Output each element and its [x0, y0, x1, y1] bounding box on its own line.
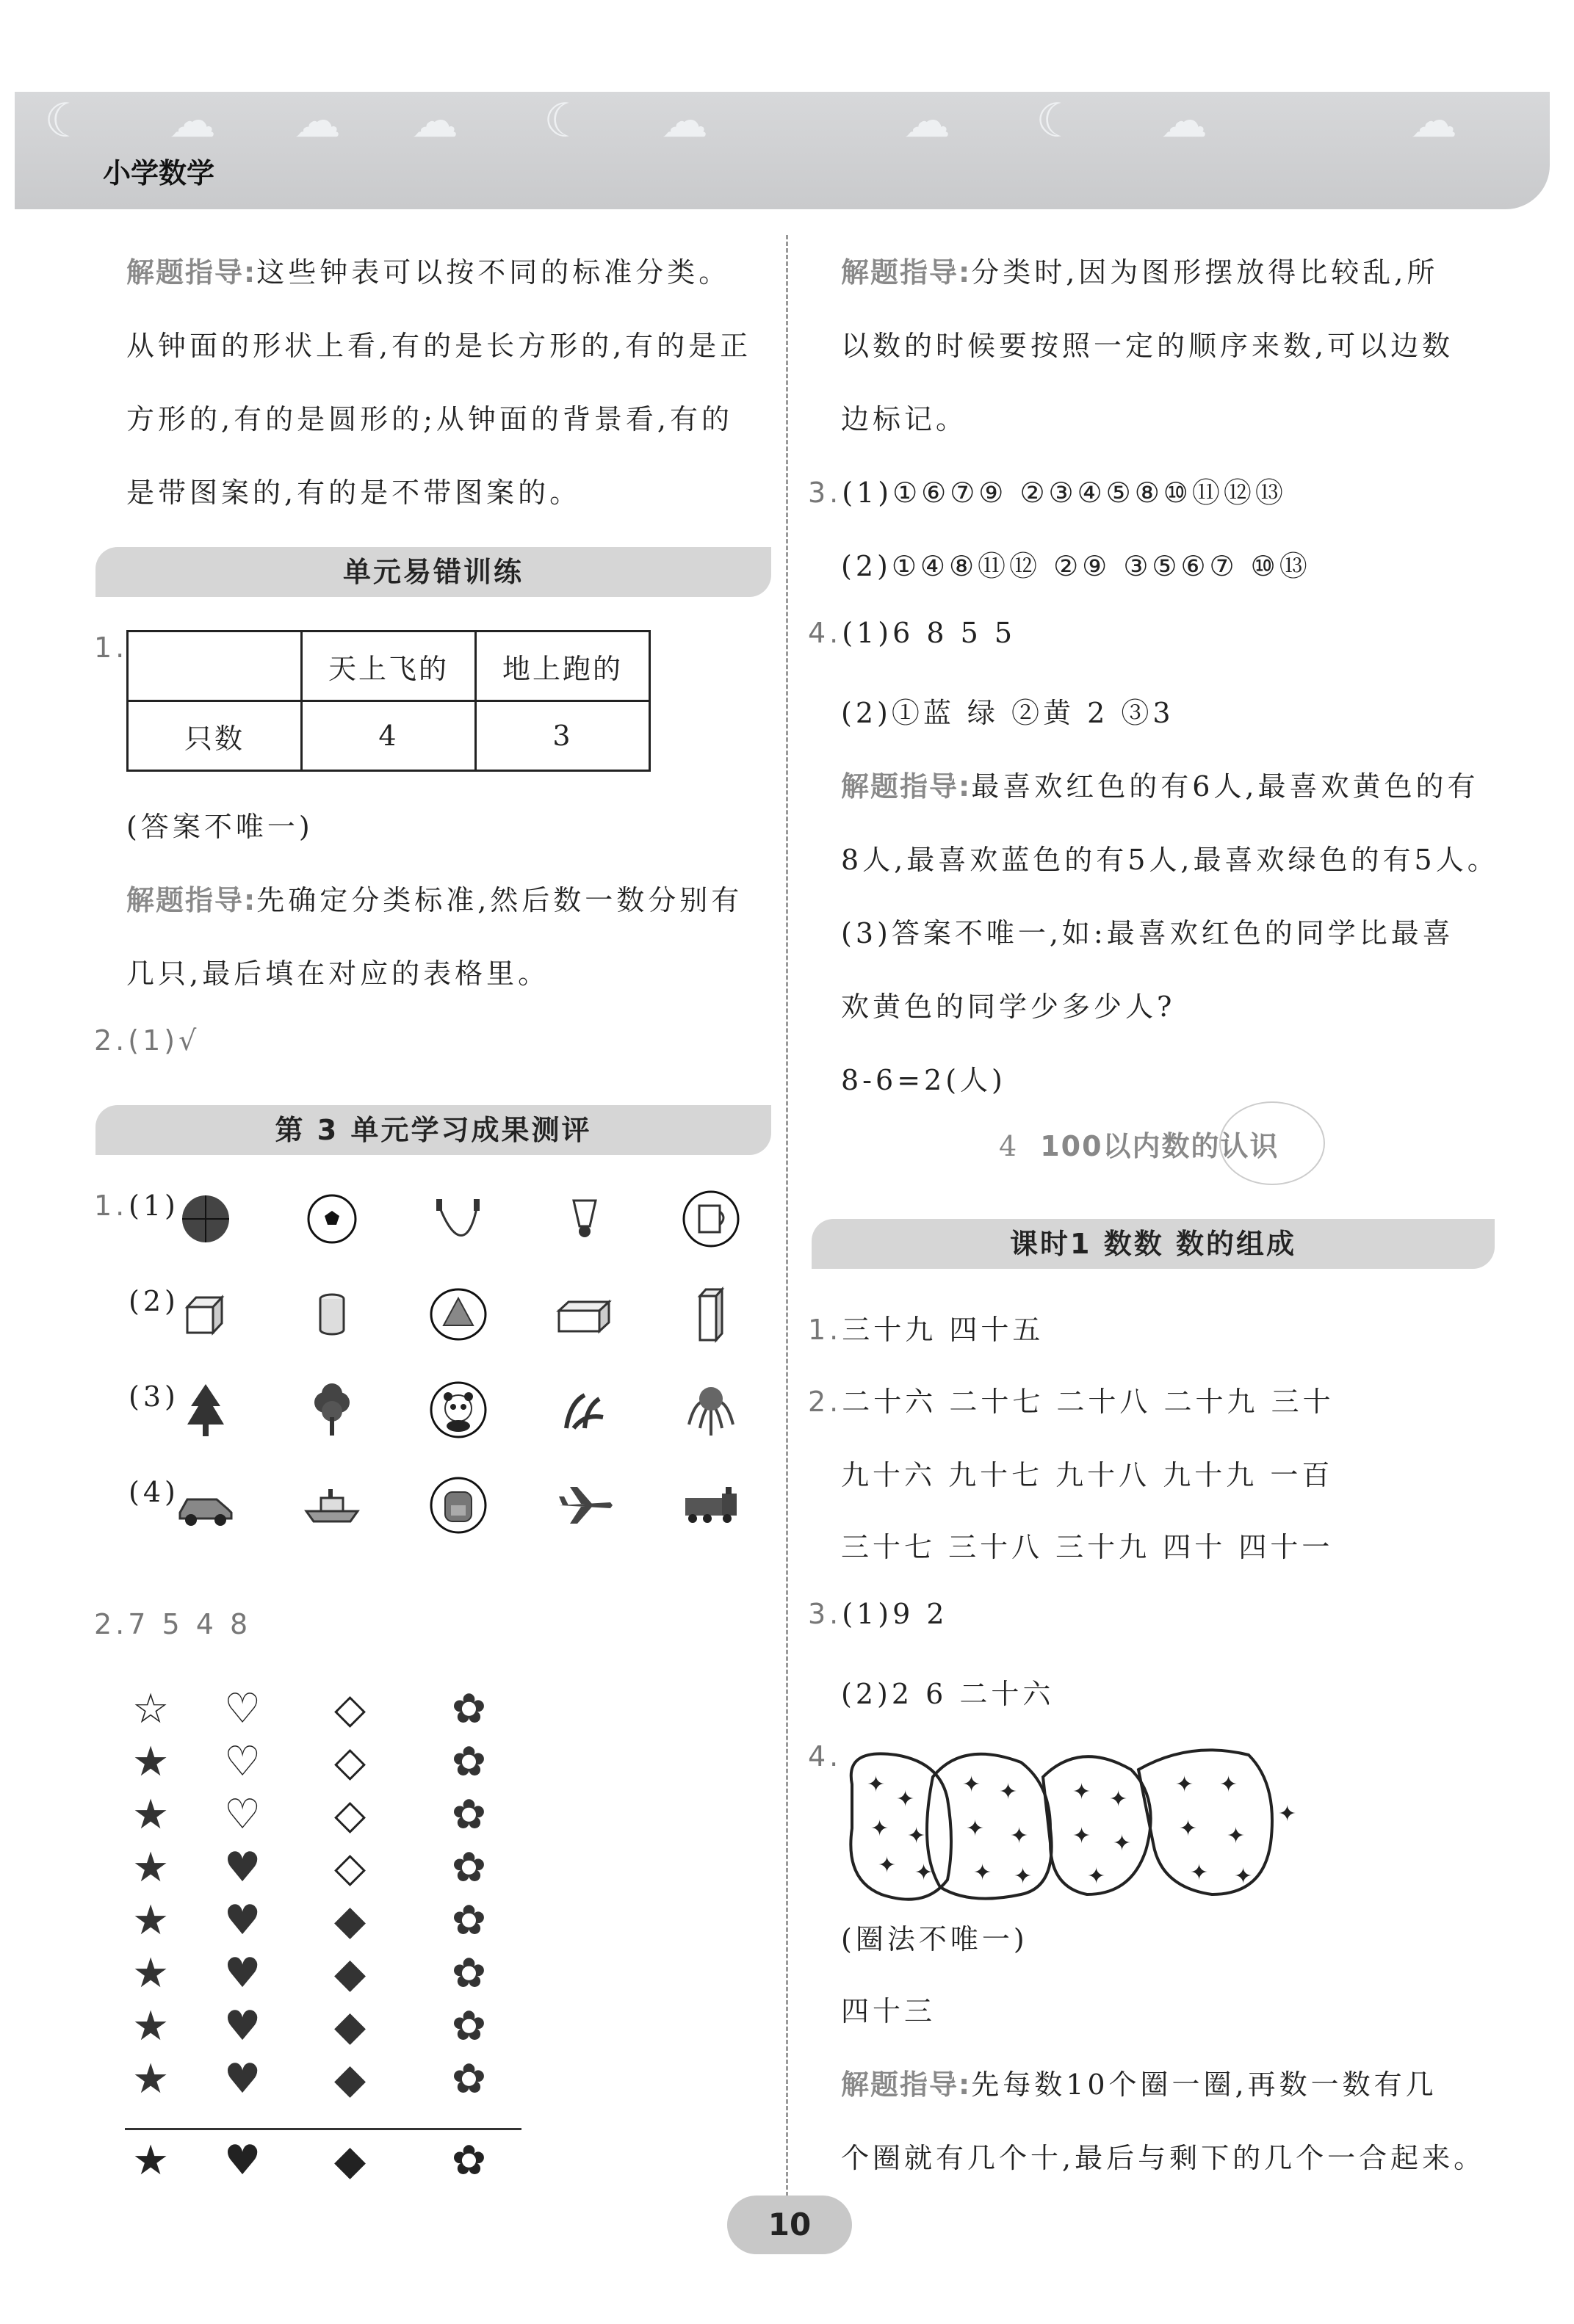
q3-line-1: 3.(1)①⑥⑦⑨ ②③④⑤⑧⑩⑪⑫⑬	[808, 477, 1287, 509]
q1-hint-line-2: 几只,最后填在对应的表格里。	[126, 958, 550, 990]
table-cell: 3	[476, 701, 650, 771]
svg-text:✦: ✦	[1014, 1864, 1033, 1889]
left-intro-line-3: 方形的,有的是圆形的;从钟面的背景看,有的	[126, 403, 733, 435]
diamond-outline-icon: ◇	[334, 1738, 367, 1786]
a2-line-1: 2.二十六 二十七 二十八 二十九 三十	[808, 1386, 1335, 1418]
cloud-icon: ☁	[294, 94, 341, 148]
cloud-icon: ☁	[661, 94, 708, 148]
flower-bottom-icon: ✿	[452, 2137, 486, 2184]
svg-text:✦: ✦	[1234, 1864, 1253, 1889]
q4-line-1: 4.(1)6 8 5 5	[808, 617, 1017, 649]
cylinder-icon	[303, 1285, 361, 1344]
q1-hint-line-1: 解题指导:先确定分类标准,然后数一数分别有	[126, 884, 743, 916]
svg-text:✦: ✦	[1179, 1816, 1198, 1842]
cube-icon	[176, 1285, 235, 1344]
star-filled-icon: ★	[132, 1950, 170, 1997]
diamond-bottom-icon: ◆	[334, 2137, 367, 2184]
svg-text:✦: ✦	[914, 1860, 934, 1886]
cuboid-icon	[555, 1285, 614, 1344]
heart-filled-icon: ♥	[224, 2055, 261, 2103]
header-title: 小学数学	[103, 157, 215, 189]
star-filled-icon: ★	[132, 1897, 170, 1944]
grass-icon	[555, 1380, 614, 1439]
heart-outline-icon: ♡	[224, 1738, 261, 1786]
svg-text:✦: ✦	[896, 1787, 915, 1812]
a3-line-2: (2)2 6 二十六	[841, 1678, 1055, 1710]
a4-number: 4.	[808, 1740, 842, 1773]
left-intro-line-1: 解题指导:这些钟表可以按不同的标准分类。	[126, 256, 731, 289]
q4-line-5: 8-6=2(人)	[841, 1064, 1006, 1096]
svg-text:✦: ✦	[1072, 1779, 1091, 1805]
moon-icon: ☾	[1036, 94, 1078, 148]
moon-icon: ☾	[44, 94, 87, 148]
row-label: (3)	[129, 1380, 179, 1413]
q1-number: 1.	[94, 631, 129, 664]
banner-unit-test: 第 3 单元学习成果测评	[95, 1105, 771, 1155]
answer-table	[126, 630, 651, 772]
cloud-rain-icon: ☁	[903, 94, 950, 148]
left-intro-line-4: 是带图案的,有的是不带图案的。	[126, 477, 582, 509]
flower-filled-icon: ✿	[452, 1897, 486, 1944]
heart-filled-icon: ♥	[224, 1844, 261, 1892]
row-label: (2)	[129, 1285, 179, 1317]
test-q1-number: 1.	[94, 1190, 129, 1222]
svg-text:✦: ✦	[1113, 1831, 1132, 1856]
cup-icon	[682, 1190, 740, 1248]
svg-text:✦: ✦	[867, 1772, 886, 1798]
tall-cuboid-icon	[682, 1285, 740, 1344]
train-icon	[682, 1476, 740, 1535]
flower-filled-icon: ✿	[452, 2055, 486, 2103]
star-filled-icon: ★	[132, 2055, 170, 2103]
star-filled-icon: ★	[132, 1738, 170, 1786]
page-number: 10	[727, 2196, 852, 2254]
svg-text:✦: ✦	[1010, 1823, 1029, 1849]
q2-answer: 2.(1)√	[94, 1024, 201, 1057]
q4-line-2: (2)①蓝 绿 ②黄 2 ③3	[841, 697, 1174, 729]
a4-note: (圈法不唯一)	[841, 1923, 1028, 1955]
q4-line-3: (3)答案不唯一,如:最喜欢红色的同学比最喜	[841, 917, 1454, 949]
chart-separator-line	[125, 2128, 521, 2130]
icon-row-3	[176, 1380, 808, 1439]
diamond-outline-icon: ◇	[334, 1791, 367, 1839]
shuttlecock-icon	[555, 1190, 614, 1248]
test-q2-answer: 2.7 5 4 8	[94, 1608, 252, 1640]
right-intro-line-1: 解题指导:分类时,因为图形摆放得比较乱,所	[841, 256, 1439, 289]
a4-hint-line-2: 个圈就有几个十,最后与剩下的几个一合起来。	[841, 2142, 1486, 2174]
svg-text:✦: ✦	[1072, 1823, 1091, 1849]
cloud-rain-icon: ☁	[1410, 94, 1457, 148]
svg-text:✦: ✦	[1109, 1787, 1128, 1812]
svg-text:✦: ✦	[1278, 1801, 1297, 1827]
table-header: 天上飞的	[302, 631, 476, 701]
q4-line-4: 欢黄色的同学少多少人?	[841, 991, 1176, 1023]
a2-line-2: 九十六 九十七 九十八 九十九 一百	[841, 1459, 1334, 1491]
backpack-icon	[429, 1476, 488, 1535]
basketball-icon	[176, 1190, 235, 1248]
row-label: (4)	[129, 1476, 179, 1508]
star-outline-icon: ☆	[132, 1685, 170, 1733]
star-filled-icon: ★	[132, 2002, 170, 2050]
a3-line-1: 3.(1)9 2	[808, 1598, 948, 1630]
chapter-title: 4 100以内数的认识	[999, 1130, 1279, 1162]
right-intro-line-3: 边标记。	[841, 403, 968, 435]
soccer-ball-icon	[303, 1190, 361, 1248]
heart-filled-icon: ♥	[224, 1897, 261, 1944]
icon-row-4	[176, 1476, 808, 1535]
diamond-filled-icon: ◆	[334, 2055, 367, 2103]
willow-icon	[682, 1380, 740, 1439]
flower-icon	[303, 1380, 361, 1439]
pushpin-groups-illustration	[837, 1740, 1351, 1909]
table-header	[128, 631, 302, 701]
q1-note: (答案不唯一)	[126, 811, 314, 843]
left-intro-line-2: 从钟面的形状上看,有的是长方形的,有的是正	[126, 330, 752, 362]
cloud-icon: ☁	[169, 94, 216, 148]
right-intro-line-2: 以数的时候要按照一定的顺序来数,可以边数	[841, 330, 1454, 362]
flower-filled-icon: ✿	[452, 1844, 486, 1892]
diamond-filled-icon: ◆	[334, 1950, 367, 1997]
svg-text:✦: ✦	[907, 1823, 926, 1849]
table-cell: 4	[302, 701, 476, 771]
a1-line: 1.三十九 四十五	[808, 1314, 1044, 1346]
cloud-rain-icon: ☁	[411, 94, 458, 148]
star-bottom-icon: ★	[132, 2137, 170, 2184]
heart-filled-icon: ♥	[224, 1950, 261, 1997]
jump-rope-icon	[429, 1190, 488, 1248]
flower-filled-icon: ✿	[452, 1791, 486, 1839]
airplane-icon	[555, 1476, 614, 1535]
heart-outline-icon: ♡	[224, 1685, 261, 1733]
diamond-filled-icon: ◆	[334, 2002, 367, 2050]
star-filled-icon: ★	[132, 1844, 170, 1892]
heart-bottom-icon: ♥	[224, 2137, 261, 2184]
table-header: 地上跑的	[476, 631, 650, 701]
svg-text:✦: ✦	[966, 1816, 985, 1842]
car-icon	[176, 1476, 235, 1535]
flower-filled-icon: ✿	[452, 1738, 486, 1786]
heart-outline-icon: ♡	[224, 1791, 261, 1839]
q4-hint-line-2: 8人,最喜欢蓝色的有5人,最喜欢绿色的有5人。	[841, 844, 1499, 876]
q4-hint-line-1: 解题指导:最喜欢红色的有6人,最喜欢黄色的有	[841, 770, 1479, 803]
svg-text:✦: ✦	[1087, 1864, 1106, 1889]
tree-icon	[176, 1380, 235, 1439]
a2-line-3: 三十七 三十八 三十九 四十 四十一	[841, 1531, 1334, 1563]
diamond-outline-icon: ◇	[334, 1685, 367, 1733]
icon-row-2	[176, 1285, 808, 1344]
svg-text:✦: ✦	[1175, 1772, 1194, 1798]
panda-icon	[429, 1380, 488, 1439]
banner-unit-errors: 单元易错训练	[95, 547, 771, 597]
triangle-icon	[429, 1285, 488, 1344]
q3-line-2: (2)①④⑧⑪⑫ ②⑨ ③⑤⑥⑦ ⑩⑬	[841, 550, 1311, 582]
header-band	[15, 92, 1550, 209]
a4-answer: 四十三	[841, 1995, 936, 2027]
heart-filled-icon: ♥	[224, 2002, 261, 2050]
banner-lesson-1: 课时1 数数 数的组成	[812, 1219, 1495, 1269]
svg-text:✦: ✦	[962, 1772, 981, 1798]
icon-row-1	[176, 1190, 808, 1248]
flower-filled-icon: ✿	[452, 1950, 486, 1997]
svg-text:✦: ✦	[1227, 1823, 1246, 1849]
a4-hint-line-1: 解题指导:先每数10个圈一圈,再数一数有几	[841, 2068, 1437, 2101]
row-label: (1)	[129, 1190, 179, 1222]
ship-icon	[303, 1476, 361, 1535]
star-filled-icon: ★	[132, 1791, 170, 1839]
flower-filled-icon: ✿	[452, 1685, 486, 1733]
cloud-icon: ☁	[1160, 94, 1207, 148]
svg-text:✦: ✦	[870, 1816, 889, 1842]
table-row-label: 只数	[128, 701, 302, 771]
diamond-filled-icon: ◆	[334, 1897, 367, 1944]
moon-icon: ☾	[544, 94, 586, 148]
svg-text:✦: ✦	[1190, 1860, 1209, 1886]
svg-text:✦: ✦	[1219, 1772, 1238, 1798]
diamond-outline-icon: ◇	[334, 1844, 367, 1892]
svg-text:✦: ✦	[999, 1779, 1018, 1805]
flower-filled-icon: ✿	[452, 2002, 486, 2050]
svg-text:✦: ✦	[878, 1853, 897, 1878]
svg-text:✦: ✦	[973, 1860, 992, 1886]
